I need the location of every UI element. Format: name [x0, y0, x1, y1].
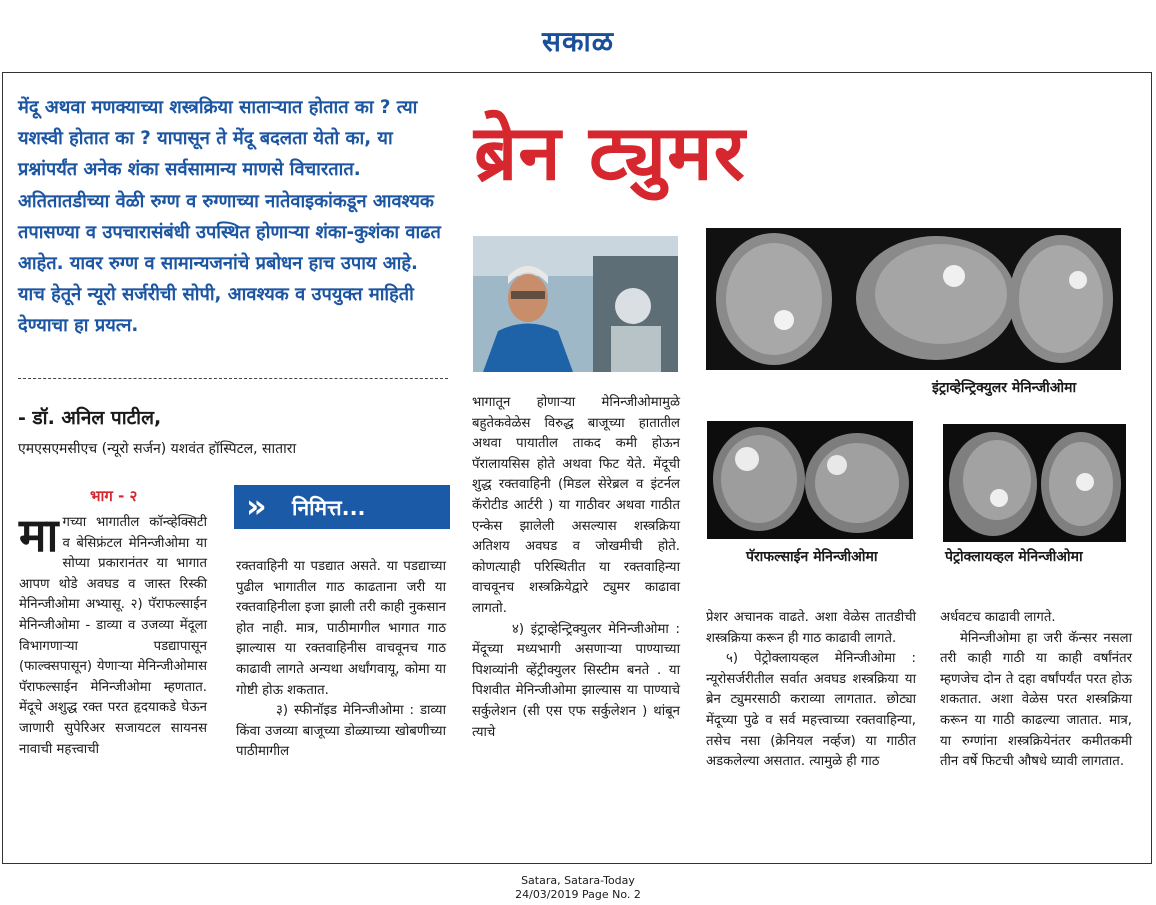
- mri-scan-parafalcine: [707, 421, 913, 539]
- body-column-2: [236, 557, 446, 763]
- column-3-paragraph-1: भागातून होणाऱ्या मेनिन्जीओमामुळे बहुतेकवेळेस विरुद्ध बाजूच्या हातातील अथवा पायातील ताकद कमी होऊन पॅरालायसिस होते अथवा फिट येते. मेंदूची शुद्ध रक्तवाहिनी (मिडल सेरेब्रल व इंटर्नल कॅरोटीड आर्टरी ) या गाठीवर अथवा गाठीत एन्केस झालेली असल्यास शस्त्रक्रिया अतिशय अवघड व जोखमीची होते. कोणत्याही परिस्थितीत या रक्तवाहिन्या वाचवूनच शस्त्रक्रियेद्वारे ट्युमर काढावा लागतो.: [472, 395, 680, 616]
- footer-date-page: 24/03/2019 Page No. 2: [515, 888, 641, 901]
- column-2-paragraph-2: ३) स्फीनॉइड मेनिन्जीओमा : डाव्या किंवा उजव्या बाजूच्या डोळ्याच्या खोबणीच्या पाठीमागील: [236, 703, 446, 760]
- column-3-paragraph-2: ४) इंट्राव्हेन्ट्रिक्युलर मेनिन्जीओमा : मेंदूच्या मध्यभागी असणाऱ्या पाण्याच्या पिशव्यांनी व्हेंट्रीक्युलर सिस्टीम बनते . या पिशवीत मेनिन्जीओमा झाल्यास या पाण्याचे सर्कुलेशन (सी एस एफ सर्कुलेशन ) थांबून त्याचे: [472, 621, 680, 740]
- double-chevron-right-icon: »: [246, 487, 267, 525]
- column-banner: [234, 485, 450, 529]
- body-column-1: [19, 508, 207, 760]
- banner-label: निमित्त...: [292, 496, 366, 520]
- caption-petroclival: पेट्रोक्लायव्हल मेनिन्जीओमा: [945, 549, 1083, 565]
- column-1-text: गच्या भागातील कॉन्व्हेक्सिटी व बेसिफ्रंटल मेनिन्जीओमा या सोप्या प्रकारानंतर या भागात आपण थोडे अवघड व जास्त रिस्की मेनिन्जीओमा अभ्यासू. २) पॅराफल्साईन मेनिन्जीओमा - डाव्या व उजव्या मेंदूला विभागणाऱ्या पडद्यापासून (फाल्क्सपासून) येणाऱ्या मेनिन्जीओमास पॅराफल्साईन मेनिन्जीओमा म्हणतात. मेंदूचे अशुद्ध रक्त परत हृदयाकडे घेऊन जाणारी सुपेरिअर सजायटल सायनस नावाची महत्त्वाची: [19, 515, 207, 757]
- column-2-paragraph-1: रक्तवाहिनी या पडद्यात असते. या पडद्याच्या पुढील भागातील गाठ काढताना जरी या रक्तवाहिनीला इजा झाली तरी काही नुकसान होत नाही. मात्र, पाठीमागील भागात गाठ झाल्यास या रक्तवाहिनीस वाचवूनच गाठ काढावी लागते अन्यथा अर्धांगवायू, कोमा या गोष्टी होऊ शकतात.: [236, 559, 446, 698]
- column-5-paragraph-2: मेनिन्जीओमा हा जरी कॅन्सर नसला तरी काही गाठी या काही वर्षांनंतर म्हणजेच दोन ते दहा वर्षांपर्यंत परत होऊ शकतात. अशा वेळेस परत शस्त्रक्रिया करून या गाठी काढल्या जातात. मात्र, या रुग्णांना शस्त्रक्रियेनंतर कमीतकमी तीन वर्षे फिटची औषधे घ्यावी लागतात.: [940, 630, 1132, 770]
- column-4-paragraph-2: ५) पेट्रोक्लायव्हल मेनिन्जीओमा : न्यूरोसर्जरीतील सर्वात अवघड शस्त्रक्रिया या ब्रेन ट्युमरसाठी कराव्या लागतात. छोट्या मेंदूच्या पुढे व सर्व महत्त्वाच्या रक्तवाहिन्या, तसेच नसा (क्रेनियल नर्व्हज) या गाठीत अडकलेल्या असतात. त्यामुळे ही गाठ: [706, 651, 916, 770]
- column-4-paragraph-1: प्रेशर अचानक वाढते. अशा वेळेस तातडीची शस्त्रक्रिया करून ही गाठ काढावी लागते.: [706, 610, 916, 646]
- caption-intraventricular: इंट्राव्हेन्ट्रिक्युलर मेनिन्जीओमा: [932, 380, 1077, 396]
- body-column-4: [706, 608, 916, 773]
- body-column-5: [940, 608, 1132, 773]
- caption-parafalcine: पॅराफल्साईन मेनिन्जीओमा: [746, 549, 878, 565]
- body-column-3: [472, 393, 680, 743]
- mri-scan-intraventricular: [706, 228, 1121, 370]
- mri-scan-petroclival: [943, 424, 1126, 542]
- masthead-logo: सकाळ: [542, 25, 614, 58]
- footer-location: Satara, Satara-Today: [521, 874, 635, 887]
- column-5-paragraph-1: अर्धवटच काढावी लागते.: [940, 610, 1056, 625]
- part-label: भाग - २: [90, 487, 138, 505]
- author-affiliation: एमएसएमसीएच (न्यूरो सर्जन) यशवंत हॉस्पिटल, सातारा: [18, 441, 297, 457]
- dropcap: मा: [19, 508, 59, 562]
- author-name: - डॉ. अनिल पाटील,: [18, 407, 162, 429]
- headline: ब्रेन ट्युमर: [474, 108, 746, 197]
- dashed-divider: [18, 378, 448, 379]
- intro-paragraph: मेंदू अथवा मणक्याच्या शस्त्रक्रिया साताऱ्यात होतात का ? त्या यशस्वी होतात का ? यापासून ते मेंदू बदलता येतो का, या प्रश्नांपर्यंत अनेक शंका सर्वसामान्य माणसे विचारतात. अतितातडीच्या वेळी रुग्ण व रुग्णाच्या नातेवाइकांकडून आवश्यक तपासण्या व उपचारासंबंधी उपस्थित होणाऱ्या शंका-कुशंका वाढत आहेत. यावर रुग्ण व सामान्यजनांचे प्रबोधन हाच उपाय आहे. याच हेतूने न्यूरो सर्जरीची सोपी, आवश्यक व उपयुक्त माहिती देण्याचा हा प्रयत्न.: [18, 97, 441, 337]
- doctor-photo: [473, 236, 678, 372]
